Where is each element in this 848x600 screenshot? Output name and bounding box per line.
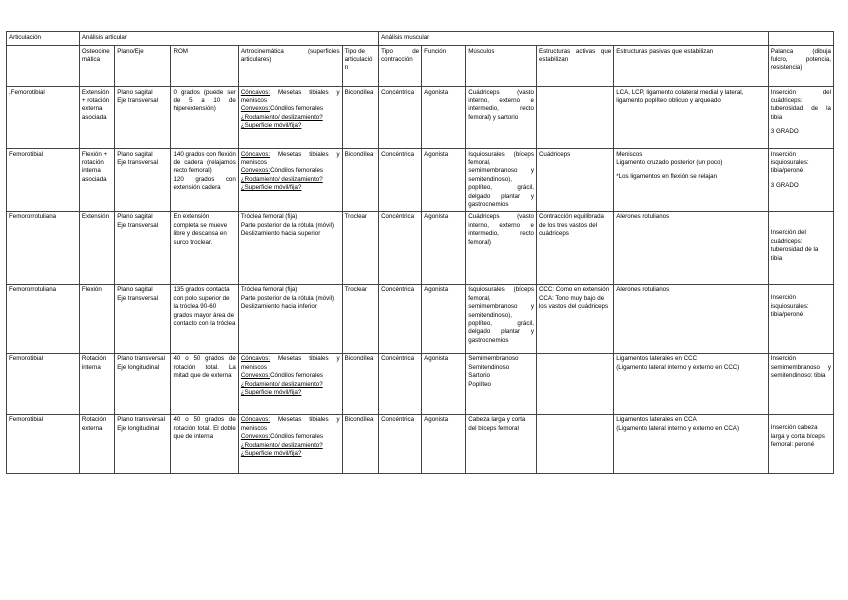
cell-estructuras-pasivas: LCA, LCP, ligamento colateral medial y lateral, ligamento poplíteo oblicuo y arqueado	[614, 87, 769, 149]
cell-palanca: Inserción del cuádriceps: tuberosidad de la tibia	[768, 211, 833, 284]
cell-tipo-contraccion: Concéntrica	[379, 87, 422, 149]
cell-palanca: Inserción isquiosurales: tibia/peroné 3 GRADO	[768, 149, 833, 212]
cell-tipo-articulacion: Bicondílea	[342, 87, 378, 149]
cell-musculos: Cabeza larga y corta del bíceps femoral	[466, 414, 537, 473]
cell-rom: En extensión completa se mueve libre y descansa en surco troclear.	[171, 211, 238, 284]
cell-artrocinematica: Tróclea femoral (fija) Parte posterior de la rótula (móvil) Deslizamiento hacia superior	[238, 211, 342, 284]
header-articulacion: Articulación	[7, 32, 80, 46]
cell-estructuras-pasivas: Alerones rotulianos	[614, 284, 769, 353]
cell-articulacion: Femororrotuliana	[7, 284, 80, 353]
cell-artrocinematica: Cóncavos: Mesetas tibiales y meniscos Convexos:Cóndilos femorales ¿Rodamiento/ deslizamiento? ¿Superficie móvil/fija?	[238, 87, 342, 149]
cell-tipo-articulacion: Bicondílea	[342, 353, 378, 414]
cell-articulacion: Femorotibial	[7, 149, 80, 212]
cell-artrocinematica: Cóncavos: Mesetas tibiales y meniscos Convexos:Cóndilos femorales ¿Rodamiento/ deslizamiento? ¿Superficie móvil/fija?	[238, 149, 342, 212]
header-palanca: Palanca (dibuja fulcro, potencia, resistencia)	[768, 46, 833, 87]
cell-funcion: Agonista	[422, 149, 466, 212]
cell-funcion: Agonista	[422, 211, 466, 284]
cell-musculos: Cuádriceps (vasto interno, externo e intermedio, recto femoral) y sartorio	[466, 87, 537, 149]
cell-articulacion: Femorotibial	[7, 353, 80, 414]
header-analisis-articular: Análisis articular	[79, 32, 378, 46]
cell-estructuras-pasivas: Alerones rotulianos	[614, 211, 769, 284]
cell-articulacion: Femororrotuliana	[7, 211, 80, 284]
header-artrocinematica: Artrocinemática (superficies articulares)	[238, 46, 342, 87]
header-row-columns	[7, 46, 834, 87]
cell-musculos: Isquiosurales (bíceps femoral, semimembranoso y semitendinoso), poplíteo, grácil, delgado plantar y gastrocnemios	[466, 149, 537, 212]
cell-estructuras-pasivas: Ligamentos laterales en CCA (Ligamento lateral interno y externo en CCA)	[614, 414, 769, 473]
cell-estructuras-activas: Cuádriceps	[536, 149, 613, 212]
cell-estructuras-activas: Contracción equilibrada de los tres vastos del cuádriceps	[536, 211, 613, 284]
cell-tipo-contraccion: Concéntrica	[379, 149, 422, 212]
header-row-sections	[7, 32, 834, 46]
cell-estructuras-pasivas: Meniscos Ligamento cruzado posterior (un poco) *Los ligamentos en flexión se relajan	[614, 149, 769, 212]
header-tipo-articulacion: Tipo de articulació n	[342, 46, 378, 87]
cell-tipo-contraccion: Concéntrica	[379, 414, 422, 473]
cell-osteocinematica: Extensión	[79, 211, 114, 284]
cell-rom: 140 grados con flexión de cadera (relajamos recto femoral) 120 grados con extensión cadera	[171, 149, 238, 212]
cell-palanca: Inserción cabeza larga y corta bíceps femoral: peroné	[768, 414, 833, 473]
cell-estructuras-activas	[536, 414, 613, 473]
cell-palanca: Inserción isquiosurales: tibia/peroné	[768, 284, 833, 353]
header-estructuras-pasivas: Estructuras pasivas que estabilizan	[614, 46, 769, 87]
cell-funcion: Agonista	[422, 284, 466, 353]
table-row	[7, 87, 834, 149]
cell-tipo-articulacion: Troclear	[342, 284, 378, 353]
cell-tipo-articulacion: Bicondílea	[342, 414, 378, 473]
table-row	[7, 414, 834, 473]
cell-funcion: Agonista	[422, 87, 466, 149]
cell-palanca: Inserción semimembranoso y semitendinoso: tibia	[768, 353, 833, 414]
cell-estructuras-pasivas: Ligamentos laterales en CCC (Ligamento lateral interno y externo en CCC)	[614, 353, 769, 414]
analysis-table	[6, 31, 834, 474]
header-empty	[768, 32, 833, 46]
header-rom: ROM	[171, 46, 238, 87]
cell-plano-eje: Plano transversal Eje longitudinal	[115, 353, 171, 414]
cell-osteocinematica: Flexión	[79, 284, 114, 353]
cell-estructuras-activas	[536, 353, 613, 414]
table-row	[7, 149, 834, 212]
cell-tipo-contraccion: Concéntrica	[379, 211, 422, 284]
header-analisis-muscular: Análisis muscular	[379, 32, 769, 46]
cell-articulacion: ,Femorotibial	[7, 87, 80, 149]
cell-musculos: Cuádriceps (vasto interno, externo e intermedio, recto femoral)	[466, 211, 537, 284]
cell-rom: 135 grados contacta con polo superior de la tróclea 90-60 grados mayor área de contacto con la tróclea	[171, 284, 238, 353]
cell-tipo-contraccion: Concéntrica	[379, 284, 422, 353]
header-osteocinematica: Osteocine mática	[79, 46, 114, 87]
cell-plano-eje: Plano sagital Eje transversal	[115, 87, 171, 149]
cell-estructuras-activas	[536, 87, 613, 149]
cell-plano-eje: Plano sagital Eje transversal	[115, 149, 171, 212]
cell-osteocinematica: Rotación interna	[79, 353, 114, 414]
cell-rom: 0 grados (puede ser de 5 a 10 de hiperextensión)	[171, 87, 238, 149]
cell-osteocinematica: Extensión + rotación externa asociada	[79, 87, 114, 149]
cell-musculos: Isquiosurales (bíceps femoral, semimembranoso y semitendinoso), poplíteo, grácil, delgado plantar y gastrocnemios	[466, 284, 537, 353]
cell-articulacion: Femorotibial	[7, 414, 80, 473]
header-tipo-contraccion: Tipo de contracción	[379, 46, 422, 87]
cell-tipo-articulacion: Troclear	[342, 211, 378, 284]
cell-osteocinematica: Flexión + rotación interna asociada	[79, 149, 114, 212]
cell-plano-eje: Plano sagital Eje transversal	[115, 211, 171, 284]
header-estructuras-activas: Estructuras activas que estabilizan	[536, 46, 613, 87]
cell-plano-eje: Plano sagital Eje transversal	[115, 284, 171, 353]
table-row	[7, 353, 834, 414]
cell-funcion: Agonista	[422, 353, 466, 414]
table-row	[7, 284, 834, 353]
cell-artrocinematica: Tróclea femoral (fija) Parte posterior de la rótula (móvil) Deslizamiento hacia inferior	[238, 284, 342, 353]
cell-rom: 40 o 50 grados de rotación total. El doble que de interna	[171, 414, 238, 473]
cell-artrocinematica: Cóncavos: Mesetas tibiales y meniscos Convexos:Cóndilos femorales ¿Rodamiento/ deslizamiento? ¿Superficie móvil/fija?	[238, 353, 342, 414]
cell-plano-eje: Plano transversal Eje longitudinal	[115, 414, 171, 473]
table-row	[7, 211, 834, 284]
cell-osteocinematica: Rotación externa	[79, 414, 114, 473]
cell-palanca: Inserción del cuádriceps: tuberosidad de la tibia 3 GRADO	[768, 87, 833, 149]
cell-musculos: Semimembranoso Semitendinoso Sartorio Poplíteo	[466, 353, 537, 414]
header-funcion: Función	[422, 46, 466, 87]
cell-artrocinematica: Cóncavos: Mesetas tibiales y meniscos Convexos:Cóndilos femorales ¿Rodamiento/ deslizamiento? ¿Superficie móvil/fija?	[238, 414, 342, 473]
cell-rom: 40 o 50 grados de rotación total. La mitad que de externa	[171, 353, 238, 414]
cell-tipo-contraccion: Concéntrica	[379, 353, 422, 414]
cell-tipo-articulacion: Bicondílea	[342, 149, 378, 212]
cell-funcion: Agonista	[422, 414, 466, 473]
header-empty	[7, 46, 80, 87]
cell-estructuras-activas: CCC: Como en extensión CCA: Tono muy bajo de los vastos del cuádriceps	[536, 284, 613, 353]
header-musculos: Músculos	[466, 46, 537, 87]
header-plano-eje: Plano/Eje	[115, 46, 171, 87]
